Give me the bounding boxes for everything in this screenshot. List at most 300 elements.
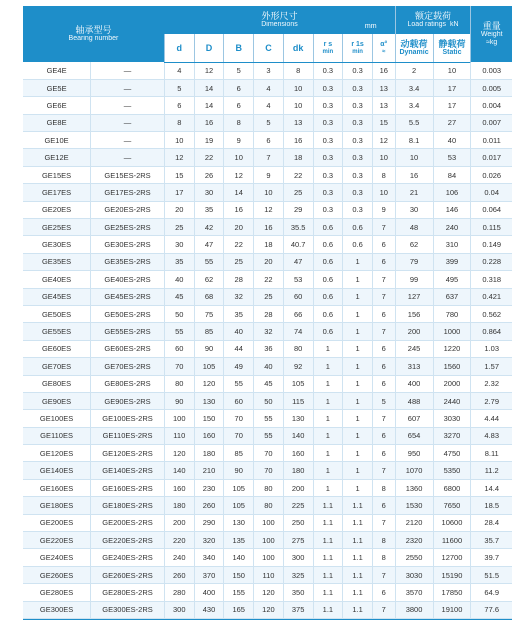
cell-model: GE30ES bbox=[23, 236, 91, 253]
cell-alpha: 7 bbox=[372, 462, 395, 479]
cell-r1s-min: 1 bbox=[343, 375, 373, 392]
cell-alpha: 12 bbox=[372, 132, 395, 149]
cell-model: GE10E bbox=[23, 132, 91, 149]
cell-sealed-model: GE55ES-2RS bbox=[91, 323, 165, 340]
cell-D: 430 bbox=[194, 601, 224, 618]
cell-alpha: 7 bbox=[372, 323, 395, 340]
cell-alpha: 9 bbox=[372, 201, 395, 218]
header-dynamic-cn: 动载荷 bbox=[400, 38, 428, 49]
cell-C: 25 bbox=[254, 288, 284, 305]
cell-B: 55 bbox=[224, 375, 254, 392]
table-row bbox=[23, 79, 512, 96]
cell-D: 30 bbox=[194, 184, 224, 201]
cell-alpha: 7 bbox=[372, 566, 395, 583]
cell-sealed-model: GE140ES-2RS bbox=[91, 462, 165, 479]
cell-sealed-model: GE40ES-2RS bbox=[91, 271, 165, 288]
cell-r1s-min: 0.3 bbox=[343, 132, 373, 149]
cell-sealed-model: GE240ES-2RS bbox=[91, 549, 165, 566]
header-load-ratings bbox=[395, 6, 471, 34]
cell-r1s-min: 1 bbox=[343, 358, 373, 375]
cell-weight: 1.03 bbox=[471, 340, 512, 357]
cell-dynamic-load: 2 bbox=[395, 62, 433, 79]
cell-static-load: 1220 bbox=[433, 340, 471, 357]
cell-dynamic-load: 30 bbox=[395, 201, 433, 218]
header-col-C: C bbox=[254, 34, 284, 62]
cell-dk: 375 bbox=[283, 601, 313, 618]
cell-sealed-model: GE120ES-2RS bbox=[91, 445, 165, 462]
cell-static-load: 1000 bbox=[433, 323, 471, 340]
cell-dynamic-load: 3030 bbox=[395, 566, 433, 583]
cell-D: 260 bbox=[194, 497, 224, 514]
cell-model: GE200ES bbox=[23, 514, 91, 531]
cell-dk: 80 bbox=[283, 340, 313, 357]
cell-D: 90 bbox=[194, 340, 224, 357]
cell-C: 70 bbox=[254, 445, 284, 462]
cell-B: 10 bbox=[224, 149, 254, 166]
cell-d: 280 bbox=[164, 584, 194, 601]
header-alpha-label: α° bbox=[380, 40, 388, 48]
cell-sealed-model: GE100ES-2RS bbox=[91, 410, 165, 427]
cell-C: 4 bbox=[254, 79, 284, 96]
cell-rs-min: 1.1 bbox=[313, 584, 343, 601]
cell-dk: 105 bbox=[283, 375, 313, 392]
cell-weight: 0.318 bbox=[471, 271, 512, 288]
cell-sealed-model: — bbox=[91, 132, 165, 149]
cell-alpha: 15 bbox=[372, 114, 395, 131]
cell-dk: 92 bbox=[283, 358, 313, 375]
cell-model: GE35ES bbox=[23, 253, 91, 270]
cell-C: 120 bbox=[254, 601, 284, 618]
cell-weight: 39.7 bbox=[471, 549, 512, 566]
cell-dk: 13 bbox=[283, 114, 313, 131]
cell-dynamic-load: 488 bbox=[395, 392, 433, 409]
cell-weight: 0.026 bbox=[471, 166, 512, 183]
cell-rs-min: 0.3 bbox=[313, 62, 343, 79]
cell-dynamic-load: 21 bbox=[395, 184, 433, 201]
cell-weight: 0.007 bbox=[471, 114, 512, 131]
cell-rs-min: 0.3 bbox=[313, 132, 343, 149]
cell-weight: 0.003 bbox=[471, 62, 512, 79]
cell-dk: 115 bbox=[283, 392, 313, 409]
header-load-en-line bbox=[396, 21, 471, 29]
cell-dynamic-load: 1530 bbox=[395, 497, 433, 514]
cell-dynamic-load: 8.1 bbox=[395, 132, 433, 149]
cell-B: 70 bbox=[224, 410, 254, 427]
cell-alpha: 7 bbox=[372, 410, 395, 427]
cell-r1s-min: 0.3 bbox=[343, 149, 373, 166]
cell-r1s-min: 1.1 bbox=[343, 566, 373, 583]
cell-sealed-model: GE90ES-2RS bbox=[91, 392, 165, 409]
cell-dynamic-load: 62 bbox=[395, 236, 433, 253]
cell-dk: 47 bbox=[283, 253, 313, 270]
cell-B: 130 bbox=[224, 514, 254, 531]
cell-weight: 0.005 bbox=[471, 79, 512, 96]
cell-sealed-model: GE220ES-2RS bbox=[91, 532, 165, 549]
header-col-r1s bbox=[343, 34, 373, 62]
cell-r1s-min: 0.6 bbox=[343, 219, 373, 236]
cell-dynamic-load: 313 bbox=[395, 358, 433, 375]
cell-C: 120 bbox=[254, 584, 284, 601]
header-col-alpha bbox=[372, 34, 395, 62]
table-row bbox=[23, 166, 512, 183]
cell-B: 44 bbox=[224, 340, 254, 357]
table-row bbox=[23, 305, 512, 322]
cell-dk: 25 bbox=[283, 184, 313, 201]
cell-rs-min: 0.3 bbox=[313, 79, 343, 96]
table-row bbox=[23, 462, 512, 479]
cell-static-load: 7650 bbox=[433, 497, 471, 514]
cell-D: 12 bbox=[194, 62, 224, 79]
cell-d: 17 bbox=[164, 184, 194, 201]
header-r1s-min: min bbox=[352, 48, 363, 55]
cell-d: 160 bbox=[164, 479, 194, 496]
cell-dynamic-load: 48 bbox=[395, 219, 433, 236]
header-dims-cn: 外形尺寸 bbox=[261, 11, 298, 21]
cell-alpha: 6 bbox=[372, 358, 395, 375]
table-row bbox=[23, 149, 512, 166]
cell-weight: 0.004 bbox=[471, 97, 512, 114]
cell-B: 6 bbox=[224, 97, 254, 114]
cell-model: GE240ES bbox=[23, 549, 91, 566]
cell-alpha: 6 bbox=[372, 445, 395, 462]
cell-rs-min: 0.6 bbox=[313, 305, 343, 322]
cell-d: 80 bbox=[164, 375, 194, 392]
cell-r1s-min: 1 bbox=[343, 462, 373, 479]
cell-alpha: 13 bbox=[372, 79, 395, 96]
header-col-rs bbox=[313, 34, 343, 62]
cell-model: GE8E bbox=[23, 114, 91, 131]
cell-static-load: 2440 bbox=[433, 392, 471, 409]
cell-model: GE80ES bbox=[23, 375, 91, 392]
cell-weight: 2.79 bbox=[471, 392, 512, 409]
cell-B: 60 bbox=[224, 392, 254, 409]
cell-model: GE55ES bbox=[23, 323, 91, 340]
cell-D: 75 bbox=[194, 305, 224, 322]
cell-sealed-model: — bbox=[91, 114, 165, 131]
cell-sealed-model: GE45ES-2RS bbox=[91, 288, 165, 305]
cell-model: GE50ES bbox=[23, 305, 91, 322]
cell-d: 10 bbox=[164, 132, 194, 149]
cell-static-load: 6800 bbox=[433, 479, 471, 496]
header-load-cn: 额定载荷 bbox=[415, 11, 452, 21]
cell-model: GE260ES bbox=[23, 566, 91, 583]
cell-weight: 4.44 bbox=[471, 410, 512, 427]
cell-dynamic-load: 16 bbox=[395, 166, 433, 183]
cell-dynamic-load: 2550 bbox=[395, 549, 433, 566]
cell-B: 28 bbox=[224, 271, 254, 288]
cell-r1s-min: 1 bbox=[343, 427, 373, 444]
cell-D: 320 bbox=[194, 532, 224, 549]
cell-dynamic-load: 3.4 bbox=[395, 79, 433, 96]
cell-D: 370 bbox=[194, 566, 224, 583]
cell-dk: 200 bbox=[283, 479, 313, 496]
table-row bbox=[23, 532, 512, 549]
cell-C: 36 bbox=[254, 340, 284, 357]
cell-C: 100 bbox=[254, 514, 284, 531]
cell-model: GE140ES bbox=[23, 462, 91, 479]
cell-dk: 16 bbox=[283, 132, 313, 149]
cell-dynamic-load: 950 bbox=[395, 445, 433, 462]
cell-sealed-model: GE35ES-2RS bbox=[91, 253, 165, 270]
cell-dynamic-load: 607 bbox=[395, 410, 433, 427]
cell-dk: 160 bbox=[283, 445, 313, 462]
cell-static-load: 106 bbox=[433, 184, 471, 201]
cell-alpha: 6 bbox=[372, 340, 395, 357]
cell-dk: 35.5 bbox=[283, 219, 313, 236]
cell-rs-min: 1.1 bbox=[313, 514, 343, 531]
cell-C: 100 bbox=[254, 532, 284, 549]
cell-d: 120 bbox=[164, 445, 194, 462]
table-row bbox=[23, 514, 512, 531]
cell-d: 90 bbox=[164, 392, 194, 409]
cell-static-load: 1560 bbox=[433, 358, 471, 375]
cell-static-load: 5350 bbox=[433, 462, 471, 479]
cell-B: 14 bbox=[224, 184, 254, 201]
cell-d: 60 bbox=[164, 340, 194, 357]
cell-weight: 18.5 bbox=[471, 497, 512, 514]
cell-static-load: 84 bbox=[433, 166, 471, 183]
cell-C: 7 bbox=[254, 149, 284, 166]
cell-dynamic-load: 2320 bbox=[395, 532, 433, 549]
table-row bbox=[23, 410, 512, 427]
cell-sealed-model: GE70ES-2RS bbox=[91, 358, 165, 375]
cell-alpha: 6 bbox=[372, 236, 395, 253]
cell-static-load: 40 bbox=[433, 132, 471, 149]
cell-weight: 0.04 bbox=[471, 184, 512, 201]
cell-rs-min: 1 bbox=[313, 358, 343, 375]
cell-B: 5 bbox=[224, 62, 254, 79]
cell-alpha: 6 bbox=[372, 253, 395, 270]
header-static-cn: 静载荷 bbox=[438, 38, 466, 49]
cell-d: 35 bbox=[164, 253, 194, 270]
cell-weight: 4.83 bbox=[471, 427, 512, 444]
cell-dynamic-load: 200 bbox=[395, 323, 433, 340]
cell-model: GE45ES bbox=[23, 288, 91, 305]
cell-alpha: 6 bbox=[372, 427, 395, 444]
cell-B: 16 bbox=[224, 201, 254, 218]
cell-dk: 180 bbox=[283, 462, 313, 479]
table-row bbox=[23, 184, 512, 201]
cell-model: GE90ES bbox=[23, 392, 91, 409]
cell-dynamic-load: 654 bbox=[395, 427, 433, 444]
cell-rs-min: 0.6 bbox=[313, 323, 343, 340]
cell-C: 16 bbox=[254, 219, 284, 236]
cell-r1s-min: 0.6 bbox=[343, 236, 373, 253]
table-row bbox=[23, 497, 512, 514]
cell-model: GE280ES bbox=[23, 584, 91, 601]
cell-alpha: 6 bbox=[372, 497, 395, 514]
cell-sealed-model: GE160ES-2RS bbox=[91, 479, 165, 496]
cell-d: 220 bbox=[164, 532, 194, 549]
table-row bbox=[23, 97, 512, 114]
cell-static-load: 53 bbox=[433, 149, 471, 166]
cell-D: 230 bbox=[194, 479, 224, 496]
cell-weight: 0.228 bbox=[471, 253, 512, 270]
cell-model: GE5E bbox=[23, 79, 91, 96]
table-row bbox=[23, 271, 512, 288]
cell-static-load: 10600 bbox=[433, 514, 471, 531]
cell-rs-min: 0.3 bbox=[313, 149, 343, 166]
cell-D: 340 bbox=[194, 549, 224, 566]
cell-B: 49 bbox=[224, 358, 254, 375]
cell-sealed-model: GE300ES-2RS bbox=[91, 601, 165, 618]
cell-r1s-min: 0.3 bbox=[343, 97, 373, 114]
cell-D: 14 bbox=[194, 97, 224, 114]
cell-C: 55 bbox=[254, 427, 284, 444]
cell-rs-min: 1 bbox=[313, 427, 343, 444]
cell-B: 9 bbox=[224, 132, 254, 149]
cell-r1s-min: 0.3 bbox=[343, 166, 373, 183]
cell-dynamic-load: 400 bbox=[395, 375, 433, 392]
cell-C: 4 bbox=[254, 97, 284, 114]
table-row bbox=[23, 566, 512, 583]
header-alpha-approx: ≈ bbox=[382, 48, 386, 55]
cell-d: 45 bbox=[164, 288, 194, 305]
cell-dk: 250 bbox=[283, 514, 313, 531]
cell-weight: 77.6 bbox=[471, 601, 512, 618]
bearing-spec-table bbox=[23, 6, 512, 619]
cell-B: 90 bbox=[224, 462, 254, 479]
cell-B: 8 bbox=[224, 114, 254, 131]
cell-dynamic-load: 79 bbox=[395, 253, 433, 270]
cell-alpha: 8 bbox=[372, 549, 395, 566]
cell-static-load: 17850 bbox=[433, 584, 471, 601]
cell-dynamic-load: 127 bbox=[395, 288, 433, 305]
cell-d: 140 bbox=[164, 462, 194, 479]
cell-weight: 1.57 bbox=[471, 358, 512, 375]
cell-rs-min: 1 bbox=[313, 445, 343, 462]
cell-model: GE25ES bbox=[23, 219, 91, 236]
cell-model: GE160ES bbox=[23, 479, 91, 496]
table-row bbox=[23, 584, 512, 601]
header-load-en: Load ratings bbox=[407, 21, 447, 28]
cell-static-load: 15190 bbox=[433, 566, 471, 583]
cell-alpha: 7 bbox=[372, 288, 395, 305]
cell-model: GE15ES bbox=[23, 166, 91, 183]
table-row bbox=[23, 479, 512, 496]
cell-B: 40 bbox=[224, 323, 254, 340]
cell-B: 22 bbox=[224, 236, 254, 253]
cell-dk: 40.7 bbox=[283, 236, 313, 253]
cell-sealed-model: GE200ES-2RS bbox=[91, 514, 165, 531]
cell-static-load: 2000 bbox=[433, 375, 471, 392]
cell-alpha: 6 bbox=[372, 305, 395, 322]
cell-d: 260 bbox=[164, 566, 194, 583]
header-dims-unit: mm bbox=[364, 23, 377, 30]
cell-r1s-min: 1 bbox=[343, 253, 373, 270]
cell-static-load: 3030 bbox=[433, 410, 471, 427]
cell-D: 85 bbox=[194, 323, 224, 340]
cell-static-load: 495 bbox=[433, 271, 471, 288]
cell-alpha: 7 bbox=[372, 219, 395, 236]
cell-r1s-min: 0.3 bbox=[343, 184, 373, 201]
cell-dk: 350 bbox=[283, 584, 313, 601]
cell-sealed-model: GE280ES-2RS bbox=[91, 584, 165, 601]
table-row bbox=[23, 62, 512, 79]
cell-r1s-min: 1 bbox=[343, 288, 373, 305]
cell-dk: 22 bbox=[283, 166, 313, 183]
cell-static-load: 19100 bbox=[433, 601, 471, 618]
cell-D: 26 bbox=[194, 166, 224, 183]
cell-alpha: 8 bbox=[372, 479, 395, 496]
cell-sealed-model: — bbox=[91, 62, 165, 79]
cell-weight: 2.32 bbox=[471, 375, 512, 392]
cell-D: 150 bbox=[194, 410, 224, 427]
header-col-D: D bbox=[194, 34, 224, 62]
table-row bbox=[23, 392, 512, 409]
cell-sealed-model: — bbox=[91, 97, 165, 114]
cell-rs-min: 1 bbox=[313, 340, 343, 357]
cell-sealed-model: GE80ES-2RS bbox=[91, 375, 165, 392]
cell-sealed-model: GE260ES-2RS bbox=[91, 566, 165, 583]
table-row bbox=[23, 114, 512, 131]
table-row bbox=[23, 132, 512, 149]
cell-sealed-model: GE15ES-2RS bbox=[91, 166, 165, 183]
cell-alpha: 8 bbox=[372, 166, 395, 183]
cell-d: 15 bbox=[164, 166, 194, 183]
cell-D: 55 bbox=[194, 253, 224, 270]
table-row bbox=[23, 445, 512, 462]
cell-sealed-model: GE17ES-2RS bbox=[91, 184, 165, 201]
table-row bbox=[23, 219, 512, 236]
cell-d: 200 bbox=[164, 514, 194, 531]
cell-dk: 140 bbox=[283, 427, 313, 444]
cell-weight: 28.4 bbox=[471, 514, 512, 531]
cell-static-load: 17 bbox=[433, 97, 471, 114]
cell-rs-min: 1.1 bbox=[313, 601, 343, 618]
cell-B: 12 bbox=[224, 166, 254, 183]
cell-rs-min: 1.1 bbox=[313, 497, 343, 514]
cell-D: 120 bbox=[194, 375, 224, 392]
cell-rs-min: 0.3 bbox=[313, 114, 343, 131]
cell-static-load: 10 bbox=[433, 62, 471, 79]
cell-rs-min: 0.3 bbox=[313, 184, 343, 201]
cell-sealed-model: GE25ES-2RS bbox=[91, 219, 165, 236]
header-dynamic-en: Dynamic bbox=[399, 48, 429, 56]
cell-model: GE40ES bbox=[23, 271, 91, 288]
cell-d: 12 bbox=[164, 149, 194, 166]
cell-r1s-min: 1 bbox=[343, 323, 373, 340]
cell-sealed-model: GE20ES-2RS bbox=[91, 201, 165, 218]
header-rs-min: min bbox=[322, 48, 334, 55]
cell-B: 25 bbox=[224, 253, 254, 270]
cell-C: 55 bbox=[254, 410, 284, 427]
cell-r1s-min: 0.3 bbox=[343, 62, 373, 79]
cell-model: GE110ES bbox=[23, 427, 91, 444]
header-dimensions bbox=[164, 6, 395, 34]
cell-rs-min: 0.6 bbox=[313, 219, 343, 236]
cell-sealed-model: GE180ES-2RS bbox=[91, 497, 165, 514]
cell-D: 130 bbox=[194, 392, 224, 409]
cell-C: 10 bbox=[254, 184, 284, 201]
cell-rs-min: 0.6 bbox=[313, 288, 343, 305]
cell-static-load: 17 bbox=[433, 79, 471, 96]
cell-d: 100 bbox=[164, 410, 194, 427]
cell-weight: 0.017 bbox=[471, 149, 512, 166]
cell-B: 32 bbox=[224, 288, 254, 305]
cell-dynamic-load: 3.4 bbox=[395, 97, 433, 114]
cell-dk: 325 bbox=[283, 566, 313, 583]
cell-alpha: 8 bbox=[372, 532, 395, 549]
cell-r1s-min: 0.3 bbox=[343, 114, 373, 131]
cell-weight: 0.421 bbox=[471, 288, 512, 305]
cell-D: 290 bbox=[194, 514, 224, 531]
cell-C: 45 bbox=[254, 375, 284, 392]
cell-dk: 300 bbox=[283, 549, 313, 566]
cell-B: 165 bbox=[224, 601, 254, 618]
cell-C: 32 bbox=[254, 323, 284, 340]
cell-alpha: 7 bbox=[372, 514, 395, 531]
